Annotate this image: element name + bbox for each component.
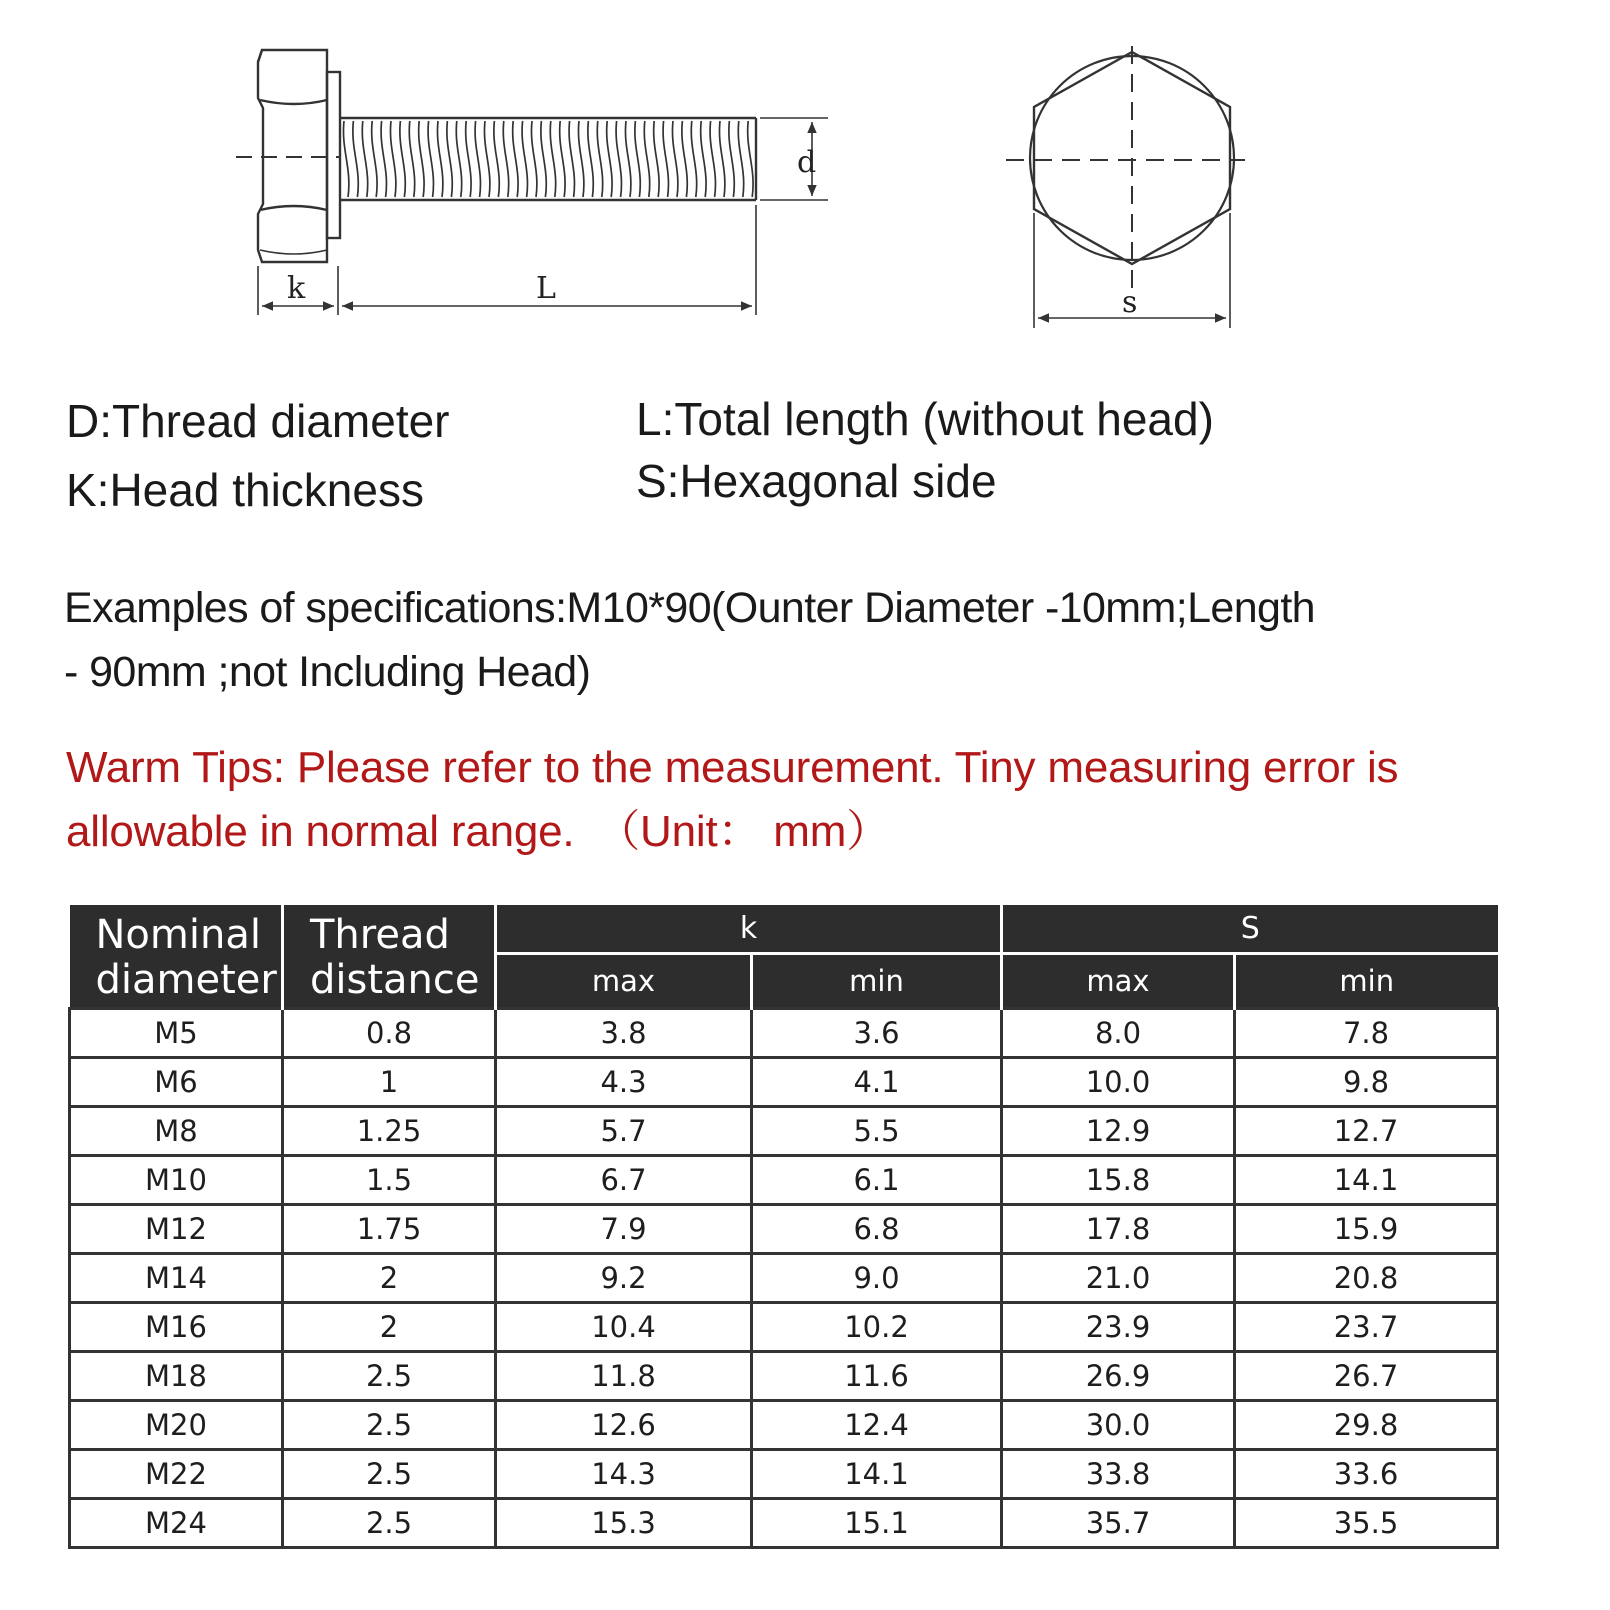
table-row <box>70 1303 1498 1352</box>
header-k-max: max <box>496 954 752 1009</box>
cell-k-max: 15.3 <box>496 1499 752 1548</box>
size-table <box>68 905 1499 1549</box>
cell-s-min: 12.7 <box>1235 1107 1498 1156</box>
l-dimension-label: L <box>536 271 556 306</box>
cell-s-min: 26.7 <box>1235 1352 1498 1401</box>
legend-hexagonal-side: S:Hexagonal side <box>636 455 997 507</box>
cell-s-max: 26.9 <box>1002 1352 1235 1401</box>
legend-head-thickness: K:Head thickness <box>66 464 424 516</box>
cell-k-min: 6.1 <box>752 1156 1002 1205</box>
specification-example <box>64 576 1544 704</box>
cell-s-min: 14.1 <box>1235 1156 1498 1205</box>
cell-k-max: 14.3 <box>496 1450 752 1499</box>
cell-s-min: 7.8 <box>1235 1009 1498 1058</box>
cell-nominal-diameter: M12 <box>70 1205 283 1254</box>
cell-k-max: 10.4 <box>496 1303 752 1352</box>
cell-thread-distance: 1.25 <box>283 1107 496 1156</box>
cell-s-max: 33.8 <box>1002 1450 1235 1499</box>
cell-k-max: 11.8 <box>496 1352 752 1401</box>
header-nominal-diameter <box>70 905 283 1009</box>
header-nominal-line-2: diameter <box>95 957 277 1003</box>
cell-s-min: 9.8 <box>1235 1058 1498 1107</box>
cell-s-min: 20.8 <box>1235 1254 1498 1303</box>
cell-nominal-diameter: M6 <box>70 1058 283 1107</box>
cell-s-min: 15.9 <box>1235 1205 1498 1254</box>
table-row <box>70 1107 1498 1156</box>
cell-thread-distance: 2.5 <box>283 1499 496 1548</box>
cell-s-max: 35.7 <box>1002 1499 1235 1548</box>
cell-thread-distance: 1.5 <box>283 1156 496 1205</box>
cell-s-max: 17.8 <box>1002 1205 1235 1254</box>
bolt-diagram <box>0 0 1610 360</box>
cell-nominal-diameter: M16 <box>70 1303 283 1352</box>
header-nominal-line-1: Nominal <box>95 912 261 958</box>
cell-s-max: 10.0 <box>1002 1058 1235 1107</box>
cell-k-min: 9.0 <box>752 1254 1002 1303</box>
cell-s-min: 23.7 <box>1235 1303 1498 1352</box>
cell-k-min: 10.2 <box>752 1303 1002 1352</box>
cell-nominal-diameter: M24 <box>70 1499 283 1548</box>
s-dimension-label: s <box>1122 285 1138 320</box>
header-k-min: min <box>752 954 1002 1009</box>
header-thread-line-1: Thread <box>310 912 450 958</box>
cell-k-max: 6.7 <box>496 1156 752 1205</box>
specification-line-2: - 90mm ;not Including Head) <box>64 648 591 696</box>
table-row <box>70 1499 1498 1548</box>
table-row <box>70 1205 1498 1254</box>
cell-nominal-diameter: M5 <box>70 1009 283 1058</box>
header-thread-distance <box>283 905 496 1009</box>
legend-thread-diameter: D:Thread diameter <box>66 395 450 447</box>
cell-thread-distance: 2.5 <box>283 1352 496 1401</box>
cell-thread-distance: 2 <box>283 1254 496 1303</box>
table-row <box>70 1401 1498 1450</box>
table-row <box>70 1450 1498 1499</box>
cell-nominal-diameter: M20 <box>70 1401 283 1450</box>
cell-thread-distance: 1.75 <box>283 1205 496 1254</box>
cell-thread-distance: 2.5 <box>283 1450 496 1499</box>
k-dimension-label: k <box>287 271 306 306</box>
cell-s-max: 12.9 <box>1002 1107 1235 1156</box>
cell-s-max: 15.8 <box>1002 1156 1235 1205</box>
table-row <box>70 1156 1498 1205</box>
cell-k-max: 4.3 <box>496 1058 752 1107</box>
cell-s-max: 8.0 <box>1002 1009 1235 1058</box>
cell-k-max: 3.8 <box>496 1009 752 1058</box>
cell-s-max: 30.0 <box>1002 1401 1235 1450</box>
cell-thread-distance: 2.5 <box>283 1401 496 1450</box>
warm-tips-line-2: allowable in normal range. （Unit： mm） <box>66 807 891 856</box>
header-s-group: S <box>1002 905 1498 954</box>
cell-nominal-diameter: M14 <box>70 1254 283 1303</box>
cell-s-min: 35.5 <box>1235 1499 1498 1548</box>
cell-k-min: 5.5 <box>752 1107 1002 1156</box>
cell-k-min: 12.4 <box>752 1401 1002 1450</box>
size-table-body <box>70 1009 1498 1548</box>
cell-s-min: 33.6 <box>1235 1450 1498 1499</box>
cell-k-max: 9.2 <box>496 1254 752 1303</box>
table-row <box>70 1254 1498 1303</box>
header-s-max: max <box>1002 954 1235 1009</box>
cell-thread-distance: 2 <box>283 1303 496 1352</box>
cell-k-min: 6.8 <box>752 1205 1002 1254</box>
specification-line-1: Examples of specifications:M10*90(Ounter Diameter -10mm;Length <box>64 584 1315 632</box>
warm-tips-line-1: Warm Tips: Please refer to the measurement. Tiny measuring error is <box>66 743 1399 792</box>
d-dimension-label: d <box>797 145 817 180</box>
warm-tips <box>66 736 1556 864</box>
header-k-group: k <box>496 905 1002 954</box>
cell-s-max: 23.9 <box>1002 1303 1235 1352</box>
legend-total-length: L:Total length (without head) <box>636 393 1214 445</box>
cell-s-max: 21.0 <box>1002 1254 1235 1303</box>
cell-k-min: 11.6 <box>752 1352 1002 1401</box>
table-row <box>70 1352 1498 1401</box>
cell-k-min: 3.6 <box>752 1009 1002 1058</box>
bolt-side-view <box>236 50 828 315</box>
header-thread-line-2: distance <box>310 957 480 1003</box>
cell-k-min: 14.1 <box>752 1450 1002 1499</box>
cell-k-min: 15.1 <box>752 1499 1002 1548</box>
cell-s-min: 29.8 <box>1235 1401 1498 1450</box>
cell-thread-distance: 0.8 <box>283 1009 496 1058</box>
table-row <box>70 1058 1498 1107</box>
cell-nominal-diameter: M22 <box>70 1450 283 1499</box>
cell-k-max: 7.9 <box>496 1205 752 1254</box>
cell-k-max: 5.7 <box>496 1107 752 1156</box>
cell-nominal-diameter: M18 <box>70 1352 283 1401</box>
cell-nominal-diameter: M8 <box>70 1107 283 1156</box>
cell-thread-distance: 1 <box>283 1058 496 1107</box>
header-s-min: min <box>1235 954 1498 1009</box>
cell-nominal-diameter: M10 <box>70 1156 283 1205</box>
table-row <box>70 1009 1498 1058</box>
cell-k-min: 4.1 <box>752 1058 1002 1107</box>
cell-k-max: 12.6 <box>496 1401 752 1450</box>
